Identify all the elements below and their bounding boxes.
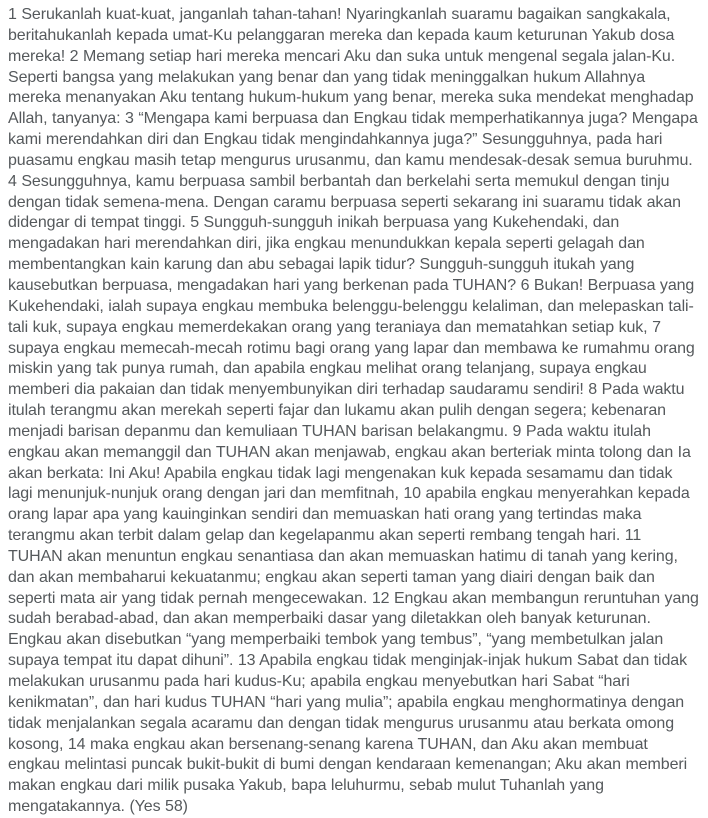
scripture-passage xyxy=(8,5,699,818)
passage-reference: (Yes 58) xyxy=(129,798,188,816)
passage-text: 1 Serukanlah kuat-kuat, janganlah tahan-tahan! Nyaringkanlah suaramu bagaikan sangkakala, beritahukanlah kepada umat-Ku pelanggaran mereka dan kepada kaum keturunan Yakub dosa mereka! 2 Memang setiap hari mereka mencari Aku dan suka untuk mengenal segala jalan-Ku. Seperti bangsa yang melakukan yang benar dan yang tidak meninggalkan hukum Allahnya mereka menanyakan Aku tentang hukum-hukum yang benar, mereka suka mendekat menghadap Allah, tanyanya: 3 “Mengapa kami berpuasa dan Engkau tidak memperhatikannya juga? Mengapa kami merendahkan diri dan Engkau tidak mengindahkannya juga?” Sesungguhnya, pada hari puasamu engkau masih tetap mengurus urusanmu, dan kamu mendesak-desak semua buruhmu. 4 Sesungguhnya, kamu berpuasa sambil berbantah dan berkelahi serta memukul dengan tinju dengan tidak semena-mena. Dengan caramu berpuasa seperti sekarang ini suaramu tidak akan didengar di tempat tinggi. 5 Sungguh-sungguh inikah berpuasa yang Kukehendaki, dan mengadakan hari merendahkan diri, jika engkau menundukkan kepala seperti gelagah dan membentangkan kain karung dan abu sebagai lapik tidur? Sungguh-sungguh itukah yang kausebutkan berpuasa, mengadakan hari yang berkenan pada TUHAN? 6 Bukan! Berpuasa yang Kukehendaki, ialah supaya engkau membuka belenggu-belenggu kelaliman, dan melepaskan tali-tali kuk, supaya engkau memerdekakan orang yang teraniaya dan mematahkan setiap kuk, 7 supaya engkau memecah-mecah rotimu bagi orang yang lapar dan membawa ke rumahmu orang miskin yang tak punya rumah, dan apabila engkau melihat orang telanjang, supaya engkau memberi dia pakaian dan tidak menyembunyikan diri terhadap saudaramu sendiri! 8 Pada waktu itulah terangmu akan merekah seperti fajar dan lukamu akan pulih dengan segera; kebenaran menjadi barisan depanmu dan kemuliaan TUHAN barisan belakangmu. 9 Pada waktu itulah engkau akan memanggil dan TUHAN akan menjawab, engkau akan berteriak minta tolong dan Ia akan berkata: Ini Aku! Apabila engkau tidak lagi mengenakan kuk kepada sesamamu dan tidak lagi menunjuk-nunjuk orang dengan jari dan memfitnah, 10 apabila engkau menyerahkan kepada orang lapar apa yang kauinginkan sendiri dan memuaskan hati orang yang tertindas maka terangmu akan terbit dalam gelap dan kegelapanmu akan seperti rembang tengah hari. 11 TUHAN akan menuntun engkau senantiasa dan akan memuaskan hatimu di tanah yang kering, dan akan membaharui kekuatanmu; engkau akan seperti taman yang diairi dengan baik dan seperti mata air yang tidak pernah mengecewakan. 12 Engkau akan membangun reruntuhan yang sudah berabad-abad, dan akan memperbaiki dasar yang diletakkan oleh banyak keturunan. Engkau akan disebutkan “yang memperbaiki tembok yang tembus”, “yang membetulkan jalan supaya tempat itu dapat dihuni”. 13 Apabila engkau tidak menginjak-injak hukum Sabat dan tidak melakukan urusanmu pada hari kudus-Ku; apabila engkau menyebutkan hari Sabat “hari kenikmatan”, dan hari kudus TUHAN “hari yang mulia”; apabila engkau menghormatinya dengan tidak menjalankan segala acaramu dan dengan tidak mengurus urusanmu atau berkata omong kosong, 14 maka engkau akan bersenang-senang karena TUHAN, dan Aku akan membuat engkau melintasi puncak bukit-bukit di bumi dengan kendaraan kemenangan; Aku akan memberi makan engkau dari milik pusaka Yakub, bapa leluhurmu, sebab mulut Tuhanlah yang mengatakannya. xyxy=(8,6,699,816)
